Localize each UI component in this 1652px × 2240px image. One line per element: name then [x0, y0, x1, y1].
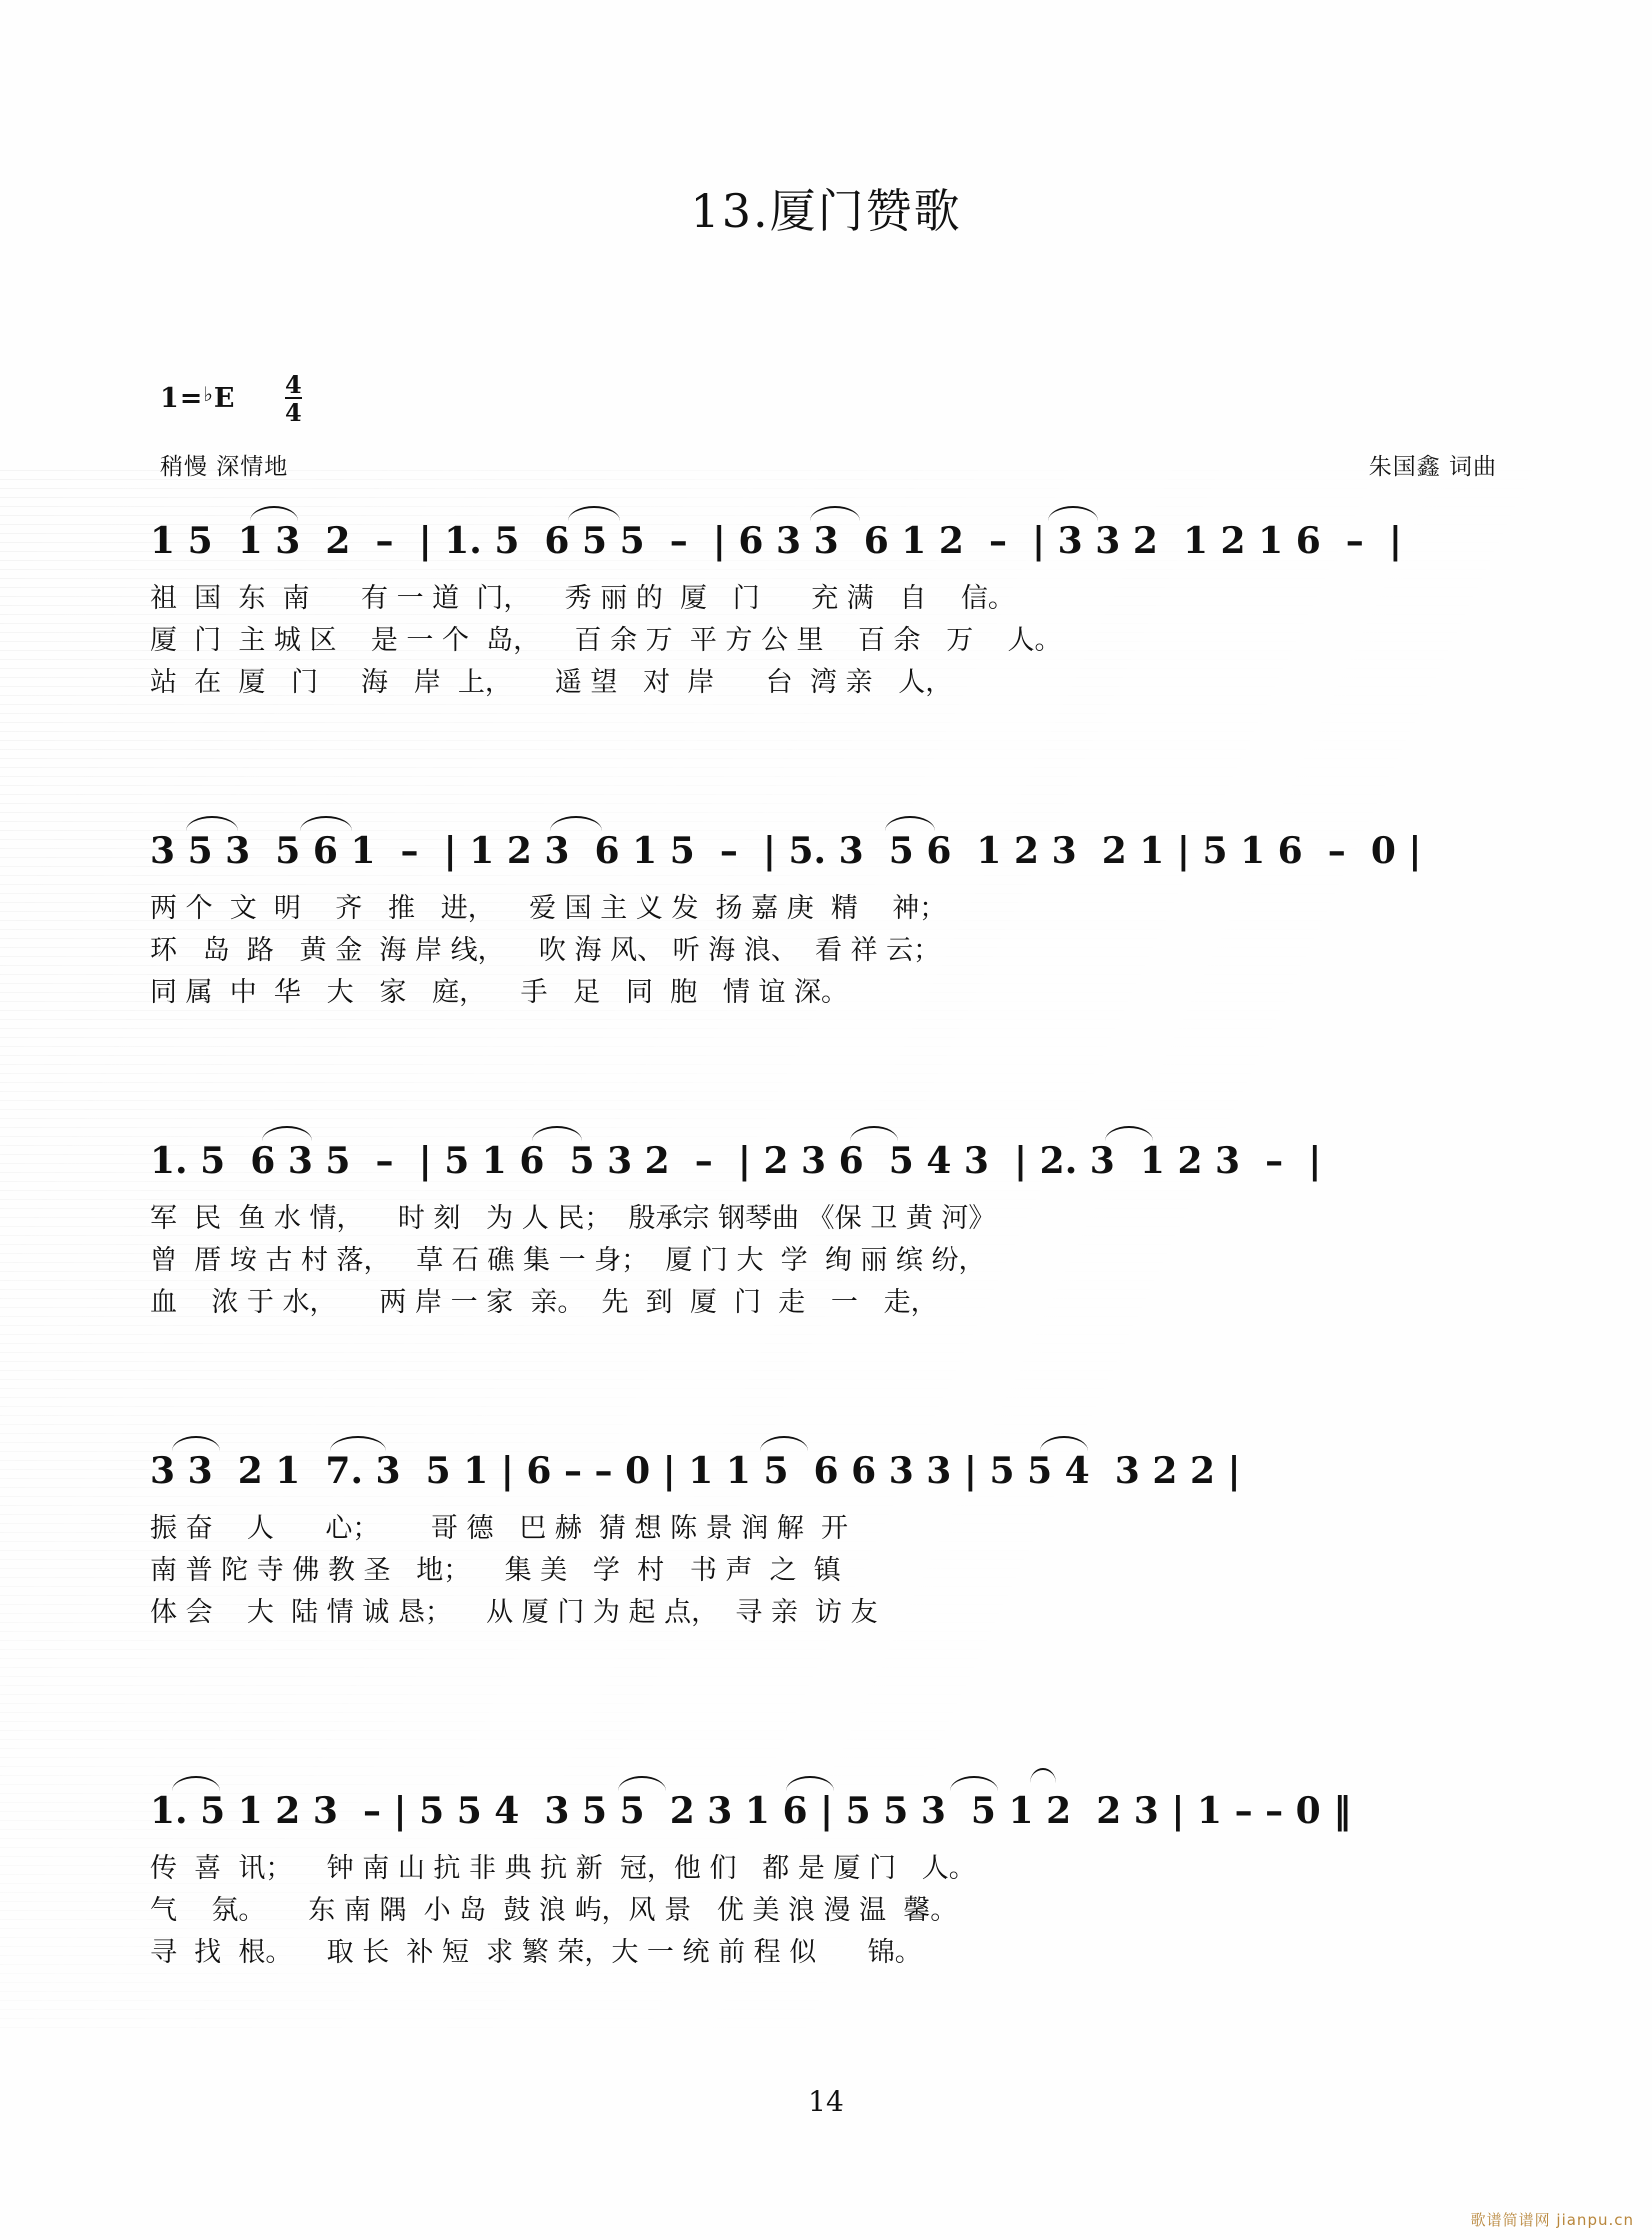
- slur-mark: [1040, 1436, 1088, 1451]
- slur-mark: [300, 816, 352, 831]
- lyric-row-verse1: 两 个 文 明 齐 推 进， 爱 国 主 义 发 扬 嘉 庚 精 神；: [150, 893, 947, 924]
- note-row: 1. 5 6 3 5 – | 5 1 6 5 3 2 – | 2 3 6 5 4 3 | 2. 3 1 2 3 – |: [150, 1140, 1322, 1182]
- flat-symbol: ♭: [203, 382, 214, 406]
- lyric-row-verse3: 寻 找 根。 取 长 补 短 求 繁 荣，大 一 统 前 程 似 锦。: [150, 1937, 922, 1968]
- fermata-mark: [1030, 1768, 1056, 1783]
- lyric-row-verse3: 同 属 中 华 大 家 庭， 手 足 同 胞 情 谊 深。: [150, 977, 849, 1008]
- note-row: 3 3 2 1 7. 3 5 1 | 6 – – 0 | 1 1 5 6 6 3 3 | 5 5 4 3 2 2 |: [150, 1450, 1241, 1492]
- slur-mark: [186, 816, 238, 831]
- music-system-4: [150, 1450, 1500, 1632]
- composer-credit: 朱国鑫 词曲: [1368, 454, 1497, 480]
- slur-mark: [172, 1776, 220, 1791]
- music-system-2: [150, 830, 1500, 1012]
- lyric-row-verse1: 军 民 鱼 水 情， 时 刻 为 人 民； 殷承宗 钢琴曲 《保 卫 黄 河》: [150, 1203, 996, 1234]
- slur-mark: [810, 506, 860, 521]
- slur-mark: [618, 1776, 666, 1791]
- note-row: 1. 5 1 2 3 – | 5 5 4 3 5 5 2 3 1 6 | 5 5 3 5 1 2 2 3 | 1 – – 0 ‖: [150, 1790, 1352, 1832]
- slur-mark: [850, 1126, 898, 1141]
- time-signature-denominator: 4: [285, 398, 302, 428]
- slur-mark: [532, 1126, 582, 1141]
- slur-mark: [330, 1436, 386, 1451]
- slur-mark: [786, 1776, 834, 1791]
- lyric-row-verse1: 振 奋 人 心； 哥 德 巴 赫 猜 想 陈 景 润 解 开: [150, 1513, 849, 1544]
- time-signature-numerator: 4: [285, 370, 302, 399]
- slur-mark: [1048, 506, 1098, 521]
- slur-mark: [550, 816, 602, 831]
- key-signature-label: 1=: [160, 383, 204, 414]
- lyric-row-verse2: 曾 厝 垵 古 村 落， 草 石 礁 集 一 身； 厦 门 大 学 绚 丽 缤 纷，: [150, 1245, 986, 1276]
- music-system-3: [150, 1140, 1500, 1322]
- slur-mark: [262, 1126, 312, 1141]
- key-signature: [160, 382, 235, 414]
- key-letter: E: [213, 383, 236, 414]
- slur-mark: [250, 506, 298, 521]
- lyric-row-verse1: 传 喜 讯； 钟 南 山 抗 非 典 抗 新 冠，他 们 都 是 厦 门 人。: [150, 1853, 976, 1884]
- page-title: 13.厦门赞歌: [690, 184, 962, 238]
- lyric-row-verse3: 血 浓 于 水， 两 岸 一 家 亲。 先 到 厦 门 走 一 走，: [150, 1287, 938, 1318]
- music-system-1: [150, 520, 1500, 702]
- slur-mark: [172, 1436, 220, 1451]
- slur-mark: [1105, 1126, 1153, 1141]
- time-signature: [285, 370, 302, 428]
- slur-mark: [950, 1776, 998, 1791]
- page-number: 14: [808, 2085, 844, 2118]
- tempo-marking: 稍慢 深情地: [160, 454, 289, 480]
- lyric-row-verse2: 南 普 陀 寺 佛 教 圣 地； 集 美 学 村 书 声 之 镇: [150, 1555, 841, 1586]
- slur-mark: [760, 1436, 808, 1451]
- site-watermark: 歌谱简谱网 jianpu.cn: [1470, 2211, 1634, 2229]
- slur-mark: [885, 816, 935, 831]
- note-row: 1 5 1 3 2 – | 1. 5 6 5 5 – | 6 3 3 6 1 2 – | 3 3 2 1 2 1 6 – |: [150, 520, 1402, 562]
- lyric-row-verse2: 环 岛 路 黄 金 海 岸 线， 吹 海 风、 听 海 浪、 看 祥 云；: [150, 935, 941, 966]
- lyric-row-verse3: 站 在 厦 门 海 岸 上， 遥 望 对 岸 台 湾 亲 人，: [150, 667, 953, 698]
- slur-mark: [568, 506, 620, 521]
- music-system-5: [150, 1790, 1500, 1972]
- lyric-row-verse1: 祖 国 东 南 有 一 道 门， 秀 丽 的 厦 门 充 满 自 信。: [150, 583, 1015, 614]
- lyric-row-verse3: 体 会 大 陆 情 诚 恳； 从 厦 门 为 起 点， 寻 亲 访 友: [150, 1597, 878, 1628]
- lyric-row-verse2: 气 氛。 东 南 隅 小 岛 鼓 浪 屿，风 景 优 美 浪 漫 温 馨。: [150, 1895, 958, 1926]
- note-row: 3 5 3 5 6 1 – | 1 2 3 6 1 5 – | 5. 3 5 6 1 2 3 2 1 | 5 1 6 – 0 |: [150, 830, 1422, 872]
- lyric-row-verse2: 厦 门 主 城 区 是 一 个 岛， 百 余 万 平 方 公 里 百 余 万 人。: [150, 625, 1062, 656]
